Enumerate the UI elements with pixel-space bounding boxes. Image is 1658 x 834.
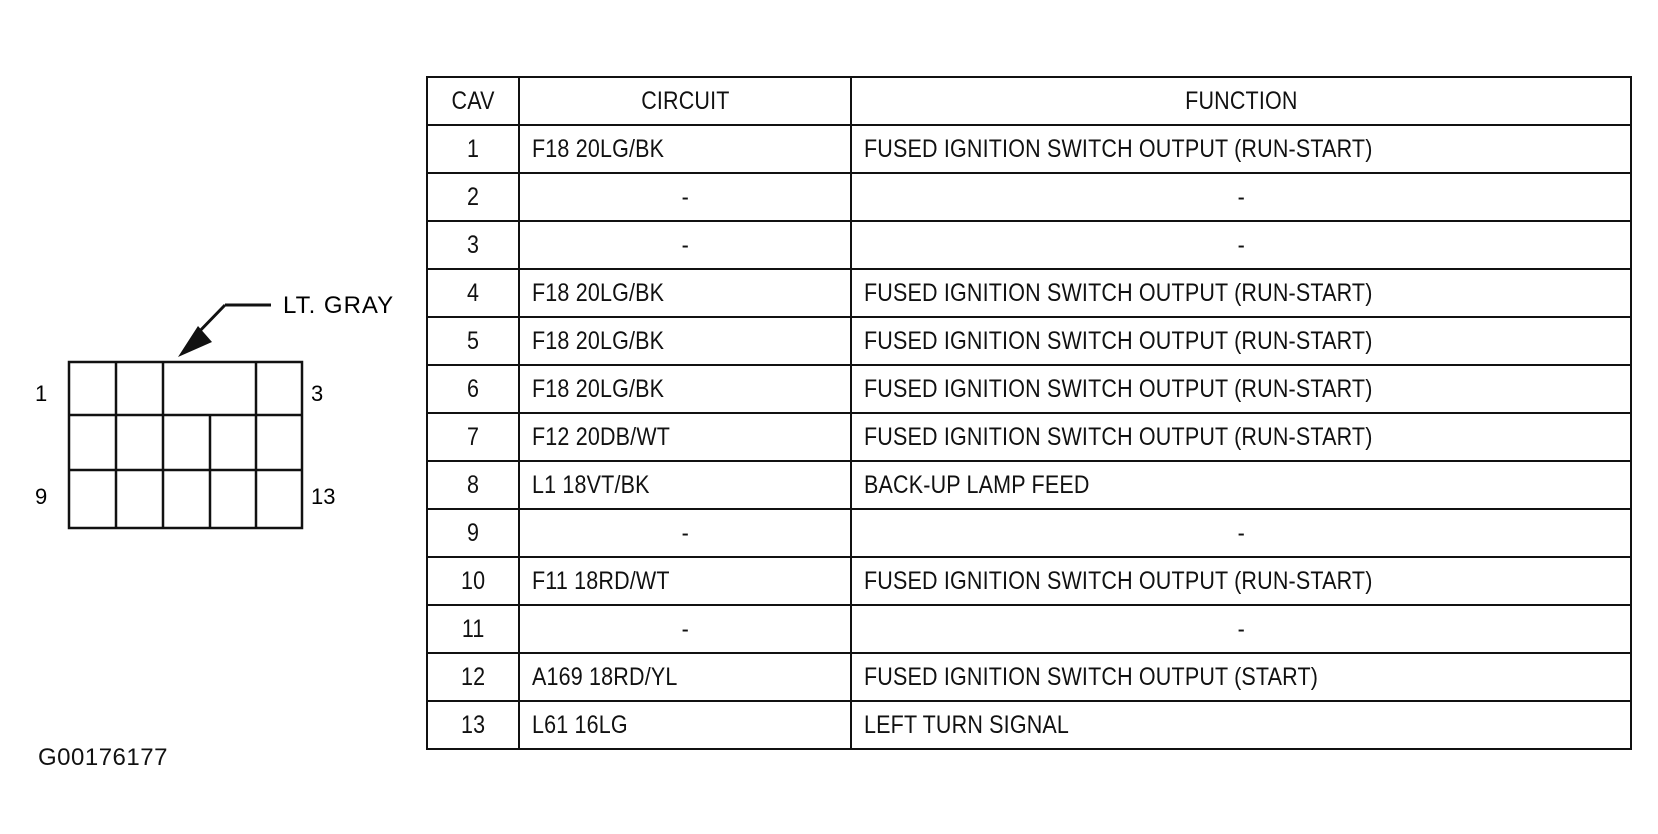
cell-cav: 12 [427, 653, 519, 701]
cell-circuit: F18 20LG/BK [519, 125, 851, 173]
cell-cav: 9 [427, 509, 519, 557]
cell-cav: 10 [427, 557, 519, 605]
cell-circuit: - [519, 221, 851, 269]
pin-label-3: 3 [311, 381, 324, 406]
table-row [427, 413, 1631, 461]
table-row [427, 365, 1631, 413]
cell-cav: 8 [427, 461, 519, 509]
cell-function: FUSED IGNITION SWITCH OUTPUT (RUN-START) [851, 413, 1631, 461]
cell-circuit: F18 20LG/BK [519, 365, 851, 413]
pin-label-9: 9 [35, 484, 48, 509]
table-row [427, 509, 1631, 557]
cell-cav: 2 [427, 173, 519, 221]
cell-circuit: - [519, 509, 851, 557]
cell-function: FUSED IGNITION SWITCH OUTPUT (RUN-START) [851, 557, 1631, 605]
cell-cav: 4 [427, 269, 519, 317]
cell-circuit: - [519, 173, 851, 221]
leader-arrowhead-icon [178, 326, 212, 357]
cell-circuit: A169 18RD/YL [519, 653, 851, 701]
cell-function: BACK-UP LAMP FEED [851, 461, 1631, 509]
table-row [427, 221, 1631, 269]
cell-function: FUSED IGNITION SWITCH OUTPUT (START) [851, 653, 1631, 701]
pin-label-13: 13 [311, 484, 336, 509]
table-header-row [427, 77, 1631, 125]
cell-function: FUSED IGNITION SWITCH OUTPUT (RUN-START) [851, 317, 1631, 365]
cell-function: FUSED IGNITION SWITCH OUTPUT (RUN-START) [851, 269, 1631, 317]
cell-circuit: F12 20DB/WT [519, 413, 851, 461]
table-row [427, 317, 1631, 365]
table-row [427, 269, 1631, 317]
table-row [427, 125, 1631, 173]
header-cav: CAV [427, 77, 519, 125]
cell-cav: 3 [427, 221, 519, 269]
table-row [427, 605, 1631, 653]
cell-circuit: L1 18VT/BK [519, 461, 851, 509]
cell-cav: 13 [427, 701, 519, 749]
pin-label-1: 1 [35, 381, 48, 406]
cell-circuit: F18 20LG/BK [519, 269, 851, 317]
cell-function: LEFT TURN SIGNAL [851, 701, 1631, 749]
connector-body [69, 362, 302, 528]
header-function: FUNCTION [851, 77, 1631, 125]
cell-function: - [851, 509, 1631, 557]
table-row [427, 557, 1631, 605]
cell-function: - [851, 221, 1631, 269]
cell-cav: 7 [427, 413, 519, 461]
pinout-table [426, 76, 1632, 750]
cell-circuit: F18 20LG/BK [519, 317, 851, 365]
cell-cav: 5 [427, 317, 519, 365]
header-circuit: CIRCUIT [519, 77, 851, 125]
table-row [427, 653, 1631, 701]
connector-diagram [0, 0, 420, 560]
cell-function: - [851, 173, 1631, 221]
cell-circuit: F11 18RD/WT [519, 557, 851, 605]
cell-circuit: L61 16LG [519, 701, 851, 749]
cell-circuit: - [519, 605, 851, 653]
cell-cav: 6 [427, 365, 519, 413]
cell-function: FUSED IGNITION SWITCH OUTPUT (RUN-START) [851, 125, 1631, 173]
table-row [427, 701, 1631, 749]
table-row [427, 461, 1631, 509]
figure-id: G00176177 [38, 744, 168, 771]
table-row [427, 173, 1631, 221]
cell-function: - [851, 605, 1631, 653]
cell-cav: 11 [427, 605, 519, 653]
cell-function: FUSED IGNITION SWITCH OUTPUT (RUN-START) [851, 365, 1631, 413]
connector-color-label: LT. GRAY [283, 292, 395, 319]
cell-cav: 1 [427, 125, 519, 173]
